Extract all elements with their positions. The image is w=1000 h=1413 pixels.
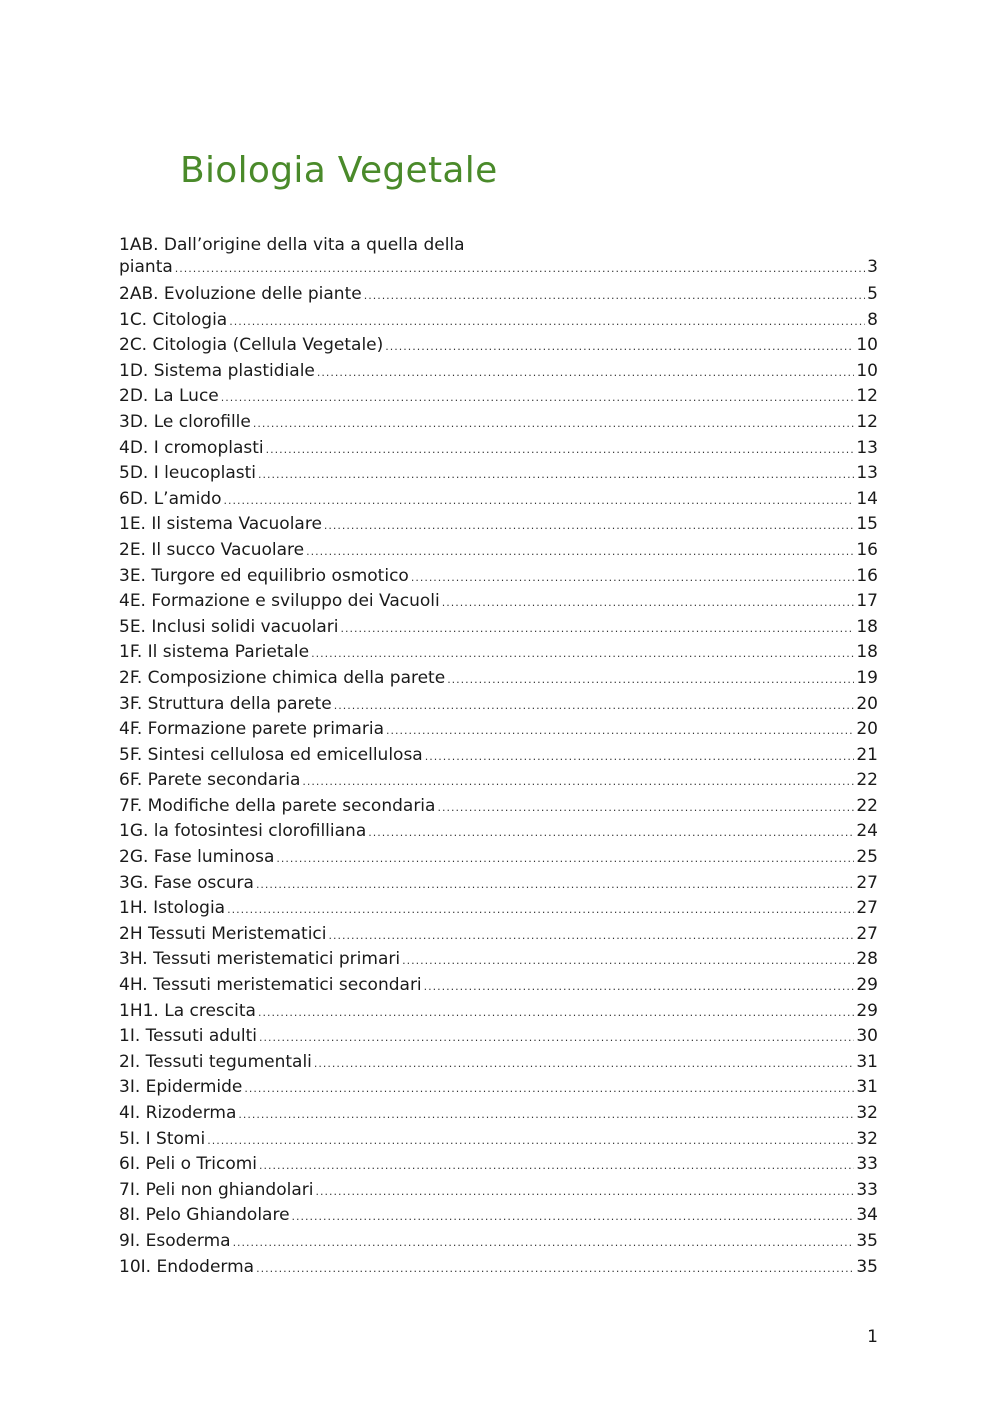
toc-entry[interactable] [119,922,878,948]
toc-entry-page: 10 [856,335,878,356]
dot-leader [314,1051,854,1077]
toc-entry-text: 6I. Peli o Tricomi [119,1154,258,1175]
toc-entry-page: 29 [856,975,878,996]
toc-entry-page: 24 [856,821,878,842]
toc-entry[interactable] [119,1050,878,1076]
toc-entry[interactable] [119,947,878,973]
dot-leader [229,309,865,335]
dot-leader [258,462,854,488]
toc-entry[interactable] [119,1152,878,1178]
toc-entry[interactable] [119,845,878,871]
toc-entry[interactable] [119,666,878,692]
toc-entry[interactable] [119,1127,878,1153]
toc-entry-text: 2H Tessuti Meristematici [119,923,327,944]
toc-entry[interactable] [119,819,878,845]
toc-entry-page: 3 [867,257,878,277]
toc-entry-page: 16 [856,565,878,586]
toc-entry-page: 27 [856,923,878,944]
toc-entry-text: 2D. La Luce [119,386,219,407]
toc-entry[interactable] [119,1255,878,1281]
toc-entry[interactable] [119,1101,878,1127]
toc-entry-text: 2E. Il succo Vacuolare [119,539,305,560]
dot-leader [238,1102,854,1128]
toc-entry-text: 1E. Il sistema Vacuolare [119,514,322,535]
toc-entry[interactable] [119,615,878,641]
toc-entry-page: 12 [856,411,878,432]
toc-entry[interactable] [119,717,878,743]
toc-entry-text: 6F. Parete secondaria [119,770,301,791]
toc-entry-text: 2I. Tessuti tegumentali [119,1051,312,1072]
toc-entry-text: 2AB. Evoluzione delle piante [119,284,362,304]
toc-entry-page: 16 [856,539,878,560]
toc-entry-text: 3F. Struttura della parete [119,693,332,714]
toc-entry-page: 15 [856,514,878,535]
toc-entry-text: 1G. la fotosintesi clorofilliana [119,821,367,842]
toc-entry[interactable] [119,308,878,334]
dot-leader [244,1076,854,1102]
toc-entry-text: 3G. Fase oscura [119,872,254,893]
toc-entry-page: 20 [856,693,878,714]
dot-leader [317,360,854,386]
toc-entry-text: 4H. Tessuti meristematici secondari [119,975,422,996]
toc-entry-first-line[interactable] [119,234,878,256]
toc-entry-text: 4D. I cromoplasti [119,437,264,458]
toc-entry-text: 1H. Istologia [119,898,226,919]
toc-entry[interactable] [119,564,878,590]
toc-entry[interactable] [119,461,878,487]
dot-leader [386,718,854,744]
dot-leader [258,1000,854,1026]
toc-entry[interactable] [119,973,878,999]
toc-entry-text: 5F. Sintesi cellulosa ed emicellulosa [119,744,423,765]
toc-entry-page: 31 [856,1051,878,1072]
dot-leader [424,974,855,1000]
dot-leader [256,872,854,898]
dot-leader [340,616,854,642]
dot-leader [223,488,854,514]
dot-leader [276,846,854,872]
toc-entry[interactable] [119,333,878,359]
toc-entry-text: 2G. Fase luminosa [119,847,275,868]
dot-leader [324,513,854,539]
toc-entry-text: 3E. Turgore ed equilibrio osmotico [119,565,409,586]
toc-entry-page: 21 [856,744,878,765]
toc-entry[interactable] [119,1178,878,1204]
toc-entry-page: 12 [856,386,878,407]
dot-leader [402,948,854,974]
dot-leader [233,1230,855,1256]
toc-entry[interactable] [119,282,878,308]
toc-entry-page: 14 [856,488,878,509]
toc-entry-page: 33 [856,1179,878,1200]
dot-leader [368,820,854,846]
dot-leader [259,1025,854,1051]
toc-entry-page: 20 [856,719,878,740]
dot-leader [411,565,855,591]
toc-entry[interactable] [119,384,878,410]
toc-entry-page: 32 [856,1103,878,1123]
toc-entry-text: 3D. Le clorofille [119,411,251,432]
toc-entry-text: 2F. Composizione chimica della parete [119,667,446,688]
toc-entry-page: 25 [856,847,878,868]
toc-entry-text: 10I. Endoderma [119,1256,255,1277]
dot-leader [221,385,855,411]
toc-entry[interactable] [119,896,878,922]
dot-leader [175,258,865,280]
toc-entry-page: 18 [856,616,878,637]
toc-entry-text: 1D. Sistema plastidiale [119,360,315,381]
dot-leader [425,744,855,770]
toc-entry-text: 8I. Pelo Ghiandolare [119,1205,290,1226]
dot-leader [364,283,865,309]
dot-leader [311,641,854,667]
toc-entry-page: 8 [867,309,878,330]
toc-entry[interactable] [119,512,878,538]
toc-entry-text: 5E. Inclusi solidi vacuolari [119,616,339,637]
toc-entry[interactable] [119,871,878,897]
toc-entry-text: 6D. L’amido [119,488,222,509]
toc-entry-text: 1AB. Dall’origine della vita a quella della [119,235,465,255]
toc-entry-page: 22 [856,770,878,791]
toc-entry-text: 1H1. La crescita [119,1000,256,1021]
toc-entry-page: 22 [856,795,878,816]
toc-entry[interactable] [119,1075,878,1101]
dot-leader [306,539,854,565]
toc-entry-page: 35 [856,1256,878,1277]
toc-entry-page: 35 [856,1230,878,1251]
toc-entry-page: 13 [856,437,878,458]
toc-entry-page: 27 [856,872,878,893]
page-number: 1 [867,1327,878,1347]
dot-leader [253,411,855,437]
dot-leader [227,897,854,923]
toc-entry[interactable] [119,410,878,436]
toc-entry-text: pianta [119,257,173,277]
toc-entry[interactable] [119,743,878,769]
toc-entry-page: 27 [856,898,878,919]
dot-leader [256,1256,854,1282]
toc-entry-page: 34 [856,1205,878,1226]
dot-leader [385,334,854,360]
toc-entry[interactable] [119,589,878,615]
dot-leader [329,923,855,949]
toc-entry-text: 5I. I Stomi [119,1128,206,1149]
toc-entry[interactable] [119,436,878,462]
toc-entry[interactable] [119,538,878,564]
toc-entry-page: 13 [856,463,878,484]
toc-entry-text: 5D. I leucoplasti [119,463,257,484]
toc-entry-text: 7I. Peli non ghiandolari [119,1179,314,1200]
toc-entry[interactable] [119,794,878,820]
dot-leader [315,1179,854,1205]
toc-entry-text: 4F. Formazione parete primaria [119,719,385,740]
toc-entry-page: 32 [856,1128,878,1149]
toc-entry-first-continuation[interactable] [119,256,878,278]
toc-entry-page: 29 [856,1000,878,1021]
table-of-contents [119,234,878,1280]
toc-entry-text: 4E. Formazione e sviluppo dei Vacuoli [119,591,440,612]
toc-entry-page: 28 [856,949,878,970]
dot-leader [447,667,854,693]
toc-entry-page: 30 [856,1026,878,1047]
toc-entry-page: 10 [856,360,878,381]
dot-leader [302,769,854,795]
toc-entry-page: 5 [867,284,878,304]
toc-entry-text: 7F. Modifiche della parete secondaria [119,795,436,816]
toc-entry[interactable] [119,1229,878,1255]
toc-entry-page: 18 [856,642,878,663]
toc-entry[interactable] [119,768,878,794]
toc-entry-text: 2C. Citologia (Cellula Vegetale) [119,335,384,356]
toc-entry[interactable] [119,1203,878,1229]
toc-entry-page: 33 [856,1154,878,1175]
toc-entry-text: 4I. Rizoderma [119,1103,237,1123]
toc-entry-text: 9I. Esoderma [119,1230,231,1251]
dot-leader [437,795,854,821]
dot-leader [207,1128,854,1154]
dot-leader [334,693,855,719]
toc-entry-page: 17 [856,591,878,612]
toc-entry[interactable] [119,359,878,385]
toc-entry[interactable] [119,692,878,718]
dot-leader [442,590,855,616]
toc-entry[interactable] [119,999,878,1025]
toc-entry-text: 3I. Epidermide [119,1077,243,1098]
dot-leader [259,1153,854,1179]
toc-entry[interactable] [119,640,878,666]
toc-entry-page: 19 [856,667,878,688]
toc-entry[interactable] [119,1024,878,1050]
document-title: Biologia Vegetale [180,150,498,191]
toc-entry-text: 1I. Tessuti adulti [119,1026,257,1047]
dot-leader [292,1204,855,1230]
toc-entry-text: 1C. Citologia [119,309,228,330]
toc-entry-text: 1F. Il sistema Parietale [119,642,310,663]
toc-entry[interactable] [119,487,878,513]
toc-entry-text: 3H. Tessuti meristematici primari [119,949,401,970]
dot-leader [266,437,855,463]
toc-entry-page: 31 [856,1077,878,1098]
